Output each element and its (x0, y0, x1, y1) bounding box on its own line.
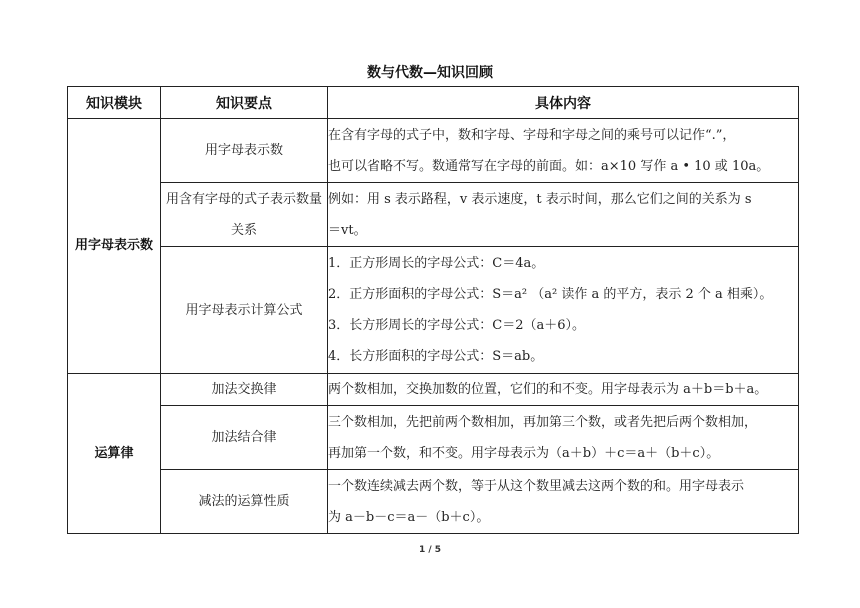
content-cell (328, 470, 799, 534)
point-cell: 用含有字母的式子表示数量关系 (161, 183, 328, 247)
point-cell: 减法的运算性质 (161, 470, 328, 534)
content-line: 为 a－b－c＝a－（b＋c）。 (328, 509, 490, 525)
table-row (68, 374, 799, 406)
content-cell (328, 247, 799, 374)
table-row (68, 406, 799, 470)
point-cell: 用字母表示计算公式 (161, 247, 328, 374)
module-cell: 运算律 (68, 374, 161, 534)
header-module: 知识模块 (68, 87, 161, 119)
content-line: 3．长方形周长的字母公式：C＝2（a＋6）。 (328, 318, 586, 333)
content-line: 三个数相加，先把前两个数相加，再加第三个数，或者先把后两个数相加， (328, 414, 758, 430)
content-line: 例如：用 s 表示路程，v 表示速度，t 表示时间，那么它们之间的关系为 s (328, 191, 752, 207)
table-row (68, 470, 799, 534)
point-cell: 用字母表示数 (161, 119, 328, 183)
content-line: 两个数相加，交换加数的位置，它们的和不变。用字母表示为 a＋b＝b＋a。 (328, 382, 768, 397)
table-row (68, 247, 799, 374)
point-cell: 加法结合律 (161, 406, 328, 470)
header-content: 具体内容 (328, 87, 799, 119)
content-line: 2．正方形面积的字母公式：S＝a² （a² 读作 a 的平方，表示 2 个 a 相乘）。 (328, 287, 773, 302)
content-line: 4．长方形面积的字母公式：S＝ab。 (328, 349, 544, 364)
table-row (68, 119, 799, 183)
content-line: 再加第一个数，和不变。用字母表示为（a＋b）＋c＝a＋（b＋c）。 (328, 445, 720, 461)
knowledge-table (67, 86, 799, 534)
content-line: ＝vt。 (328, 222, 367, 238)
content-line: 在含有字母的式子中，数和字母、字母和字母之间的乘号可以记作“.”， (328, 127, 736, 143)
content-line: 一个数连续减去两个数，等于从这个数里减去这两个数的和。用字母表示 (328, 478, 745, 494)
content-cell (328, 183, 799, 247)
content-cell (328, 374, 799, 406)
module-cell: 用字母表示数 (68, 119, 161, 374)
content-cell (328, 119, 799, 183)
table-header-row (68, 87, 799, 119)
header-point: 知识要点 (161, 87, 328, 119)
page-number: 1 / 5 (418, 545, 442, 555)
content-line: 也可以省略不写。数通常写在字母的前面。如：a×10 写作 a • 10 或 10a。 (328, 158, 770, 174)
point-cell: 加法交换律 (161, 374, 328, 406)
content-line: 1．正方形周长的字母公式：C＝4a。 (328, 256, 545, 271)
page-title: 数与代数—知识回顾 (367, 65, 493, 81)
table-row (68, 183, 799, 247)
content-cell (328, 406, 799, 470)
